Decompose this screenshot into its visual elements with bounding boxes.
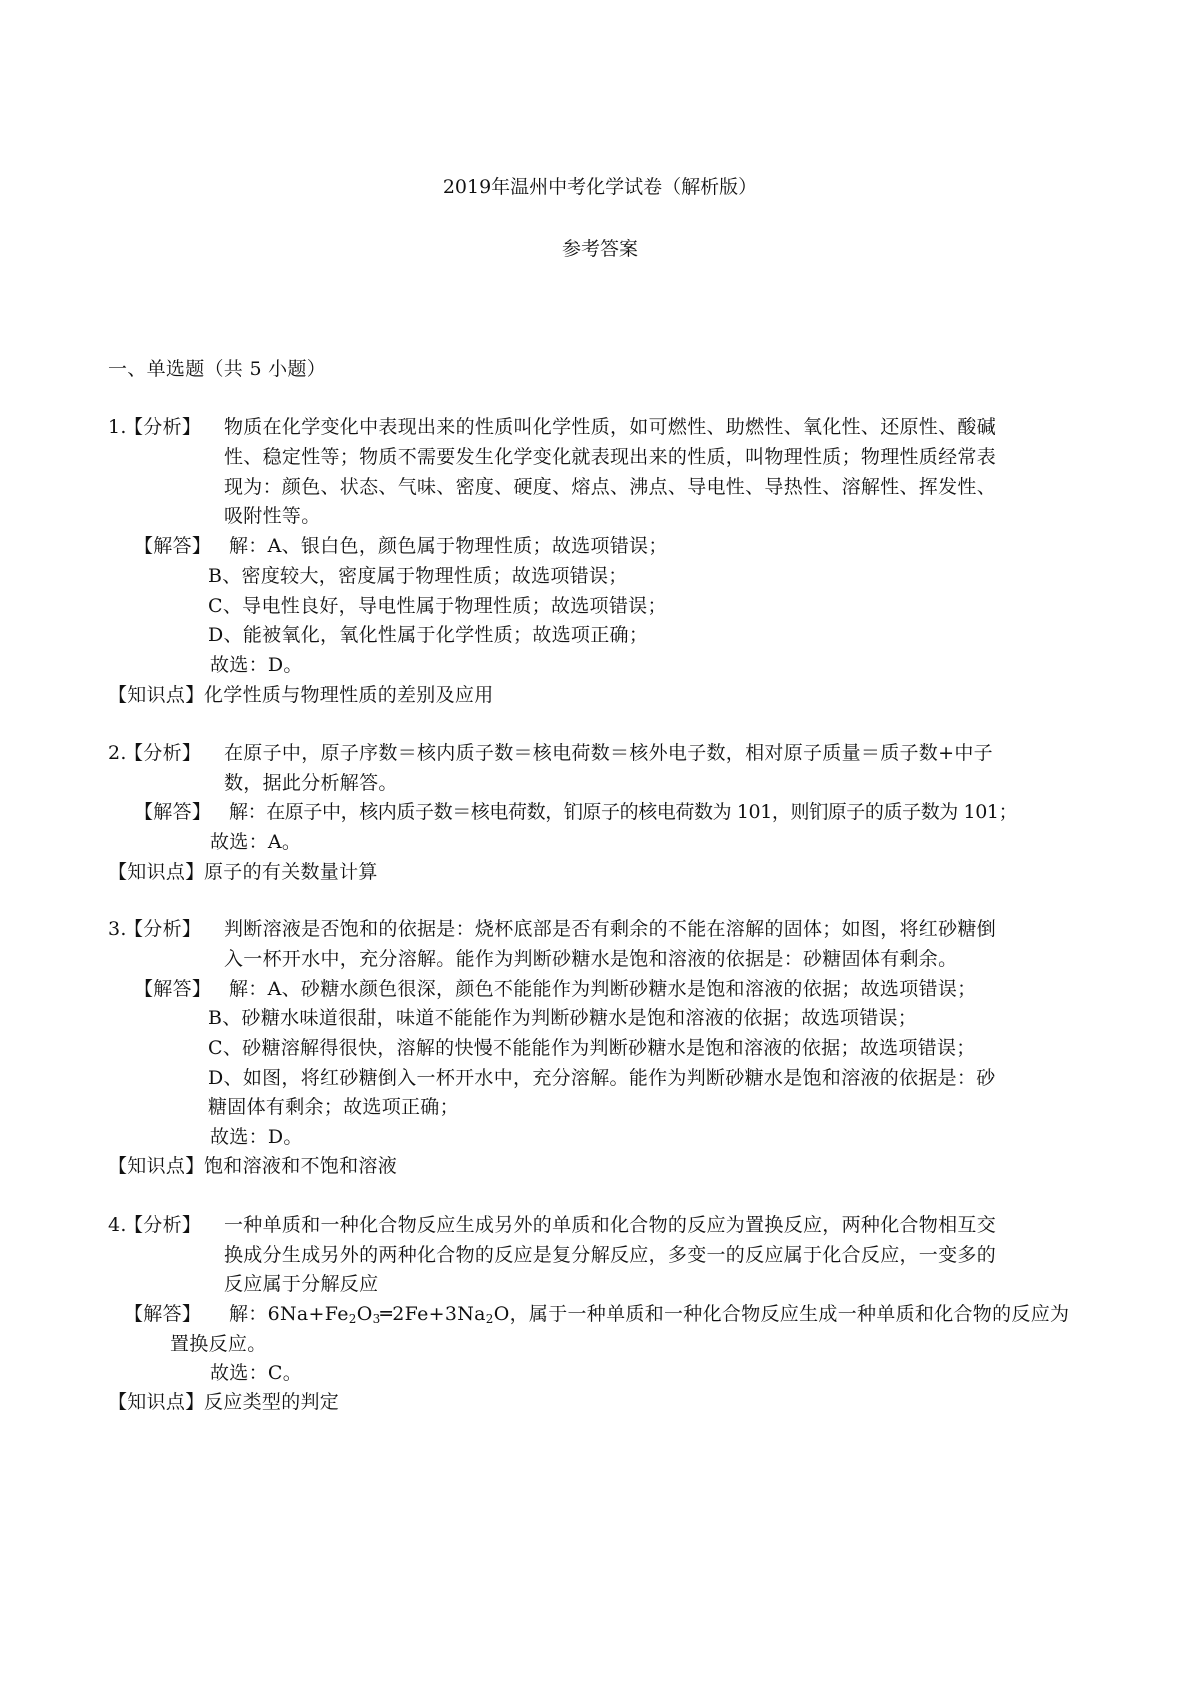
analysis-line: 判断溶液是否饱和的依据是：烧杯底部是否有剩余的不能在溶解的固体；如图，将红砂糖倒 <box>224 918 997 940</box>
answer-line: 解：在原子中，核内质子数＝核电荷数，钔原子的核电荷数为 101，则钔原子的质子数为 101； <box>229 801 1018 823</box>
answer-line: D、如图，将红砂糖倒入一杯开水中，充分溶解。能作为判断砂糖水是饱和溶液的依据是：砂 <box>208 1067 996 1089</box>
question-number: 3. <box>108 918 127 940</box>
answer-line: C、砂糖溶解得很快，溶解的快慢不能能作为判断砂糖水是饱和溶液的依据；故选项错误； <box>208 1037 976 1059</box>
analysis-line: 物质在化学变化中表现出来的性质叫化学性质，如可燃性、助燃性、氧化性、还原性、酸碱 <box>224 416 997 438</box>
answer-line: 故选：D。 <box>210 654 303 676</box>
answer-line: D、能被氧化，氧化性属于化学性质；故选项正确； <box>208 624 649 646</box>
analysis-line: 数，据此分析解答。 <box>224 772 398 794</box>
analysis-line: 吸附性等。 <box>224 505 321 527</box>
answer-tag: 【解答】 <box>134 801 212 823</box>
knowledge-tag: 【知识点】 <box>108 1155 205 1177</box>
section-heading: 一、单选题（共 5 小题） <box>108 358 327 380</box>
subscript: 2 <box>348 1312 357 1326</box>
answer-line: B、密度较大，密度属于物理性质；故选项错误； <box>208 565 628 587</box>
knowledge-point: 原子的有关数量计算 <box>204 861 378 883</box>
answer-line: C、导电性良好，导电性属于物理性质；故选项错误； <box>208 595 667 617</box>
document-subtitle: 参考答案 <box>561 238 638 260</box>
knowledge-tag: 【知识点】 <box>108 861 205 883</box>
analysis-tag: 【分析】 <box>124 416 202 438</box>
analysis-line: 一种单质和一种化合物反应生成另外的单质和化合物的反应为置换反应，两种化合物相互交 <box>224 1214 997 1236</box>
answer-line: 故选：D。 <box>210 1126 303 1148</box>
answer-line: 解：A、砂糖水颜色很深，颜色不能能作为判断砂糖水是饱和溶液的依据；故选项错误； <box>229 978 977 1000</box>
answer-line: 故选：A。 <box>210 831 302 853</box>
answer-tag: 【解答】 <box>124 1303 202 1325</box>
equation-part: O <box>356 1303 373 1325</box>
question-number: 2. <box>108 742 127 764</box>
knowledge-tag: 【知识点】 <box>108 684 205 706</box>
knowledge-point: 饱和溶液和不饱和溶液 <box>204 1155 398 1177</box>
equation-part: ═2Fe+3Na <box>380 1303 486 1325</box>
answer-line: 糖固体有剩余；故选项正确； <box>208 1096 459 1118</box>
analysis-tag: 【分析】 <box>124 742 202 764</box>
answer-line: B、砂糖水味道很甜，味道不能能作为判断砂糖水是饱和溶液的依据；故选项错误； <box>208 1007 918 1029</box>
answer-line: 解：A、银白色，颜色属于物理性质；故选项错误； <box>229 535 668 557</box>
reaction-equation-line <box>229 1301 1069 1327</box>
question-number: 4. <box>108 1214 127 1236</box>
analysis-line: 现为：颜色、状态、气味、密度、硬度、熔点、沸点、导电性、导热性、溶解性、挥发性、 <box>224 476 997 498</box>
answer-line: 故选：C。 <box>210 1362 303 1384</box>
analysis-line: 入一杯开水中，充分溶解。能作为判断砂糖水是饱和溶液的依据是：砂糖固体有剩余。 <box>224 948 958 970</box>
knowledge-tag: 【知识点】 <box>108 1391 205 1413</box>
answer-tag: 【解答】 <box>134 535 212 557</box>
question-number: 1. <box>108 416 127 438</box>
analysis-line: 反应属于分解反应 <box>224 1273 379 1295</box>
document-title: 2019年温州中考化学试卷（解析版） <box>442 176 758 198</box>
knowledge-point: 反应类型的判定 <box>204 1391 340 1413</box>
answer-line: 置换反应。 <box>170 1333 267 1355</box>
analysis-line: 在原子中，原子序数＝核内质子数＝核电荷数＝核外电子数，相对原子质量＝质子数+中子 <box>224 742 993 764</box>
answer-tag: 【解答】 <box>134 978 212 1000</box>
subscript: 2 <box>485 1312 494 1326</box>
analysis-line: 性、稳定性等；物质不需要发生化学变化就表现出来的性质，叫物理性质；物理性质经常表 <box>224 446 997 468</box>
equation-part: O，属于一种单质和一种化合物反应生成一种单质和化合物的反应为 <box>493 1303 1070 1325</box>
subscript: 3 <box>372 1312 381 1326</box>
knowledge-point: 化学性质与物理性质的差别及应用 <box>204 684 494 706</box>
analysis-tag: 【分析】 <box>124 1214 202 1236</box>
equation-part: 解：6Na+Fe <box>229 1303 349 1325</box>
analysis-line: 换成分生成另外的两种化合物的反应是复分解反应，多变一的反应属于化合反应，一变多的 <box>224 1244 997 1266</box>
analysis-tag: 【分析】 <box>124 918 202 940</box>
